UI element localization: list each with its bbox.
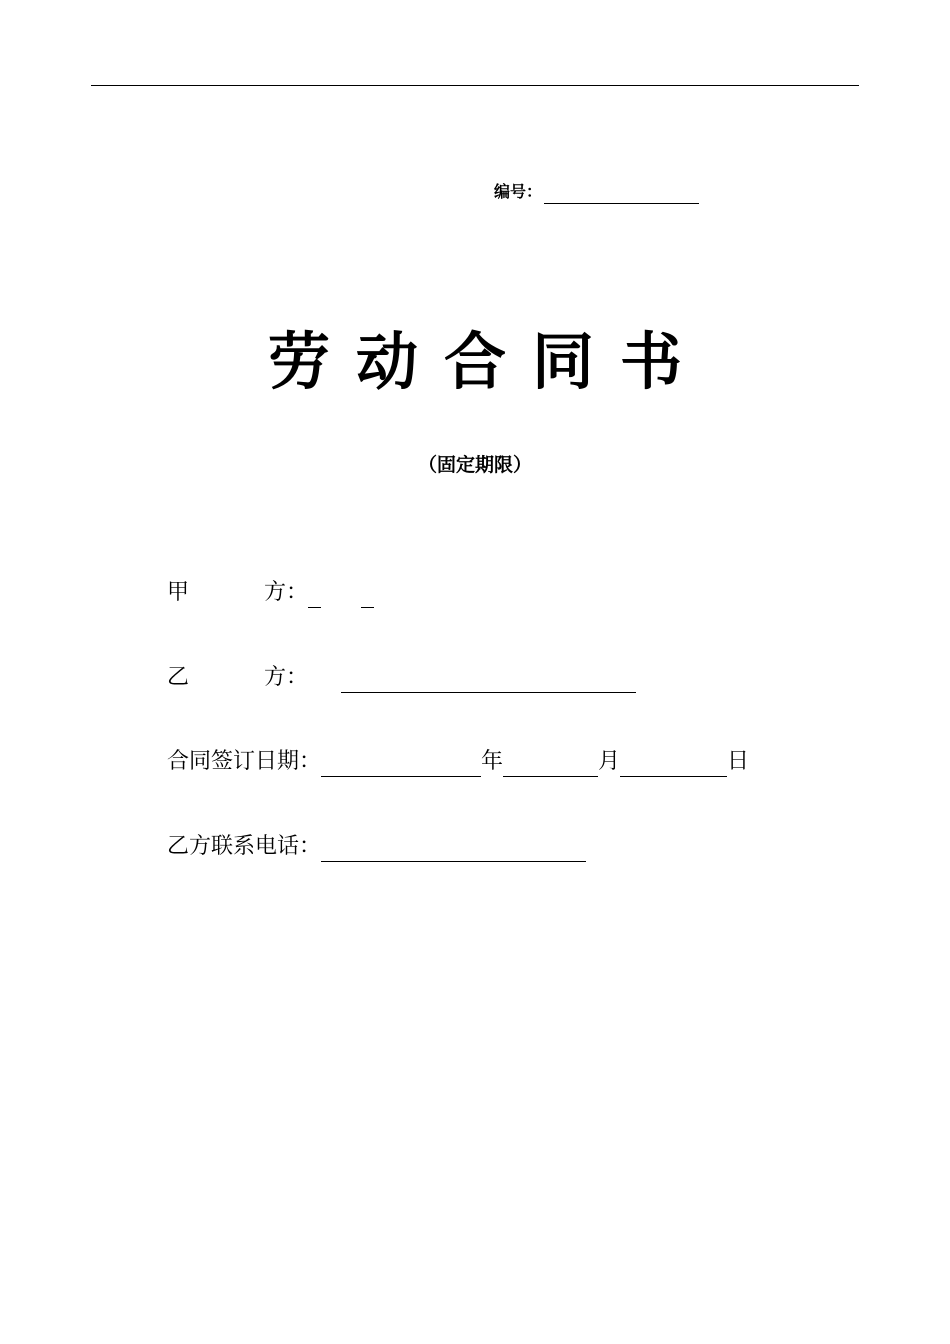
serial-number-blank[interactable] bbox=[544, 185, 699, 204]
party-a-label-char2: 方： bbox=[264, 580, 309, 605]
party-b-label-char2: 方： bbox=[264, 665, 309, 690]
sign-date-row bbox=[167, 747, 749, 777]
phone-row bbox=[167, 832, 586, 862]
party-a-row bbox=[167, 578, 374, 608]
serial-number-row bbox=[494, 180, 699, 204]
day-label: 日 bbox=[727, 749, 750, 774]
sign-month-blank[interactable] bbox=[503, 752, 598, 777]
party-b-label-char1: 乙 bbox=[167, 665, 190, 690]
party-a-blank-start[interactable] bbox=[308, 583, 321, 608]
phone-blank[interactable] bbox=[321, 837, 586, 862]
document-subtitle: （固定期限） bbox=[417, 454, 532, 476]
document-title: 劳动合同书 bbox=[267, 325, 708, 398]
month-label: 月 bbox=[598, 749, 621, 774]
serial-number-label: 编号： bbox=[494, 182, 543, 201]
year-label: 年 bbox=[481, 749, 504, 774]
party-a-blank-end[interactable] bbox=[361, 583, 374, 608]
sign-date-label: 合同签订日期： bbox=[167, 749, 322, 774]
sign-day-blank[interactable] bbox=[620, 752, 727, 777]
party-a-label-char1: 甲 bbox=[167, 580, 190, 605]
sign-year-blank[interactable] bbox=[321, 752, 481, 777]
header-rule bbox=[91, 85, 859, 86]
party-b-blank[interactable] bbox=[341, 668, 636, 693]
phone-label: 乙方联系电话： bbox=[167, 834, 322, 859]
party-b-row bbox=[167, 663, 636, 693]
